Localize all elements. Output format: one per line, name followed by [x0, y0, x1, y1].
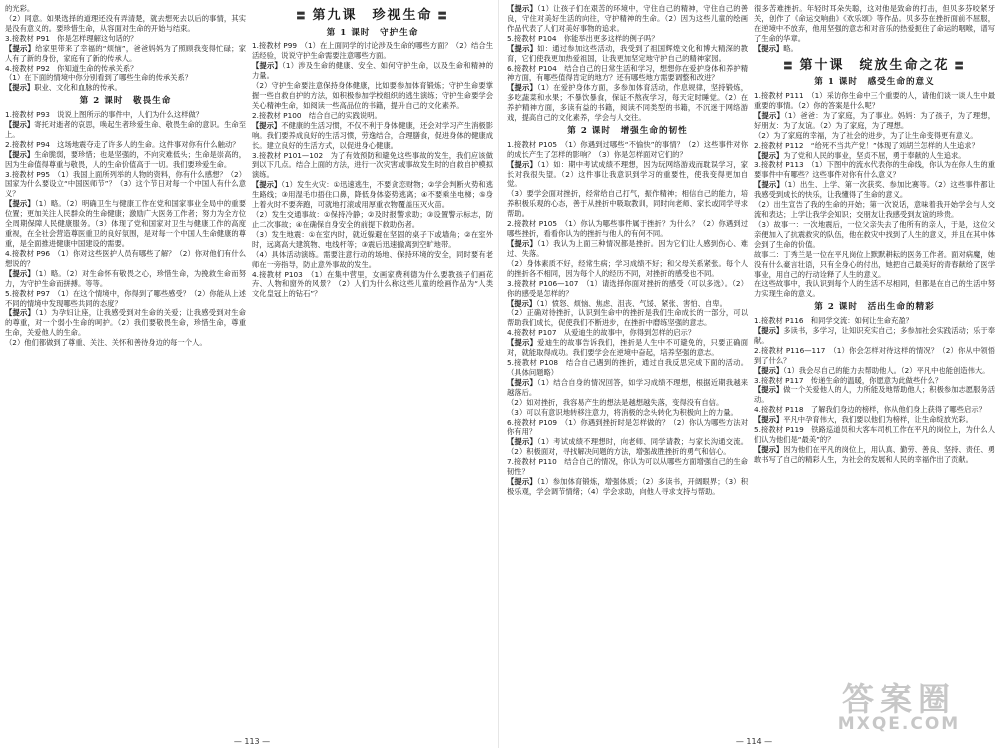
- hint-tag: 【提示】: [507, 238, 537, 248]
- hint-tag: 【提示】: [754, 385, 784, 395]
- page-number: — 114 —: [735, 737, 773, 746]
- hint-tag: 【提示】: [5, 83, 35, 93]
- left-page: [2, 4, 496, 748]
- text-paragraph: 4.接教材 P92 你知道生命的传承关系？: [5, 63, 138, 73]
- text-paragraph: 3.接教材 P91 你是怎样理解这句话的？: [5, 33, 138, 43]
- lesson-title-9: 〓 第九课 珍视生命 〓: [296, 8, 449, 23]
- text-paragraph: （2）身体素质不好，经常生病；学习成绩不好；和父母关系紧张。每个人的挫折各不相同，因为每个人的经历不同，对挫折的感受也不同。: [507, 258, 748, 278]
- text-paragraph: 3.接教材 P113 （1）下图中的流水代表你的生命线，你认为在你人生的重要事件中有哪些？这些事件对你有什么意义？: [754, 160, 995, 180]
- text-paragraph: 4.接教材 P96 （1）你对这些医护人员有哪些了解？（2）你对他们有什么想说的？: [5, 248, 246, 268]
- hint-paragraph: 【提示】（1）发生火灾：①迅速逃生，不要贪恋财物；②学会判断火势和逃生路线；③用湿毛巾捂住口鼻，降低身体姿势逃离；④不要乘坐电梯；⑤身上着火时不要奔跑，可就地打滚或用厚重衣物覆盖压灭火苗。: [252, 180, 493, 210]
- hint-paragraph: 【提示】平凡中孕育伟大，我们要以他们为榜样，让生命绽放光彩。: [754, 415, 973, 425]
- hint-paragraph: 【提示】因为他们在平凡的岗位上，用认真、勤劳、善良、坚持、责任、勇敢书写了自己的精彩人生，为社会的发展和人民的幸福作出了贡献。: [754, 445, 995, 464]
- text-paragraph: （2）正确对待挫折，认识到生命中的挫折是我们生命成长的一部分，可以帮助我们成长，促使我们不断进步，在挫折中磨练坚强的意志。: [507, 308, 748, 328]
- hint-tag: 【提示】: [5, 119, 35, 129]
- hint-paragraph: 【提示】为了党和人民的事业，坚贞不屈，勇于奉献的人生追求。: [754, 150, 966, 160]
- text-paragraph: （2）守护生命要注意保持身体健康，比如要参加体育锻炼；守护生命要掌握一些自救自护的方法，如积极参加学校组织的逃生演练；守护生命要学会关心精神生命，如阅读一些高品位的书籍，提升自己的文化素养。: [252, 81, 493, 110]
- text-paragraph: （3）发生地震：①在室内时，就近躲避在坚固的桌子下或墙角；②在室外时，远离高大建筑物、电线杆等；③震后迅速撤离到空旷地带。: [252, 229, 493, 249]
- text-paragraph: 6.接教材 P104 结合自己的日常生活和学习，想想你在爱护身体和养护精神方面，有哪些值得肯定的地方？还有哪些地方需要调整和改进？: [507, 63, 748, 83]
- text-paragraph: 3.接教材 P101—102 为了有效预防和避免这些事故的发生，我们应该做到以下几点。结合上面的方法，进行一次灾害或事故发生时的自救自护模拟演练。: [252, 150, 493, 180]
- text-paragraph: 4.接教材 P103 （1）在集中营里，女画家费利德为什么要教孩子们画花卉、人物和窗外的风景？（2）人们为什么称这些儿童的绘画作品为“人类文化皇冠上的钻石”？: [252, 269, 493, 299]
- hint-paragraph: 【提示】（1）结合自身的情况回答，如学习成绩不理想，根据近期我越来越落后。: [507, 377, 748, 397]
- text-paragraph: 7.接教材 P110 结合自己的情况，你认为可以从哪些方面增强自己的生命韧性？: [507, 457, 748, 477]
- text-paragraph: （2）发生交通事故：①保持冷静；②及时报警求助；③设置警示标志，防止二次事故；④在确保自身安全的前提下救助伤者。: [252, 210, 493, 229]
- text-paragraph: （3）要学会面对挫折，经常给自己打气，振作精神；相信自己的能力，培养积极乐观的心态，善于从挫折中吸取教训，同时向老师、家长或同学寻求帮助。: [507, 189, 748, 219]
- page-number: — 113 —: [233, 737, 271, 746]
- hint-tag: 【提示】: [507, 477, 537, 487]
- text-paragraph: （2）他们都做到了尊重、关注、关怀和善待身边的每一个人。: [5, 338, 207, 348]
- hint-paragraph: 【提示】（1）让孩子们在艰苦的环境中，守住自己的精神，守住自己的善良，守住对美好生活的向往，守护精神的生命。（2）因为这些儿童的绘画作品代表了人们对美好事物的追求。: [507, 4, 748, 33]
- title-ornament-icon: 〓: [296, 12, 313, 22]
- text-paragraph: 故事二：丁秀兰是一位在平凡岗位上默默耕耘的医务工作者。面对病魔，她没有什么豪言壮语，只有全身心的付出，她把自己最美好的青春献给了医学事业，用自己的行动诠释了人生的意义。: [754, 249, 995, 279]
- hint-paragraph: 【提示】职业、文化和血脉的传承。: [5, 83, 122, 93]
- hint-tag: 【提示】: [507, 83, 537, 93]
- text-paragraph: 1.接教材 P105 （1）你遇到过哪些“不愉快”的事情？（2）这些事件对你的成长产生了怎样的影响？（3）你是怎样面对它们的？: [507, 139, 748, 159]
- hint-paragraph: 【提示】（1）为孕妇让座，让我感受到对生命的关爱；让我感受到对生命的尊重，对一个弱小生命的呵护。（2）我们要敬畏生命，珍惜生命，尊重生命，关爱他人的生命。: [5, 308, 246, 338]
- section-title: 第 2 课时 增强生命的韧性: [567, 126, 688, 137]
- hint-tag: 【提示】: [754, 415, 784, 425]
- hint-paragraph: 【提示】略。: [754, 43, 798, 53]
- right-column-1: [507, 4, 748, 734]
- hint-tag: 【提示】: [5, 308, 35, 318]
- hint-paragraph: 【提示】如：通过参加这些活动，我受到了祖国辉煌文化和博大精深的教育，它们使我更加热爱祖国，让我更加坚定地守护自己的精神家园。: [507, 43, 748, 63]
- text-paragraph: （2）出生宣告了我的生命的开始；第一次说话，意味着我开始学会与人交流和表达；上学让我学会知识；交朋友让我感受到友谊的珍贵。: [754, 200, 995, 220]
- hint-paragraph: 【提示】（1）考试成绩不理想时，向老师、同学请教；与家长沟通交流。（2）积极面对，寻找解决问题的方法，增强战胜挫折的勇气和信心。: [507, 437, 748, 457]
- right-column-2: [754, 4, 995, 734]
- text-paragraph: （1）在下面的情境中你分别看到了哪些生命的传承关系？: [5, 73, 193, 83]
- hint-paragraph: 【提示】（1）愤怒、烦恼、焦虑、沮丧、气馁、紧张、害怕、自卑。: [507, 298, 727, 308]
- left-column-2: [252, 4, 493, 734]
- hint-tag: 【提示】: [754, 110, 784, 120]
- section-title: 第 2 课时 敬畏生命: [79, 96, 172, 107]
- hint-paragraph: 【提示】（1）我会尽自己的能力去帮助他人。（2）平凡中也能创造伟大。: [754, 365, 990, 375]
- text-paragraph: 4.接教材 P118 了解我们身边的榜样，你从他们身上获得了哪些启示？: [754, 405, 986, 415]
- hint-paragraph: 【提示】（1）如：期中考试成绩不理想，因为玩网络游戏而耽误学习，家长对我很失望。（2）这件事让我意识到学习的重要性，使我变得更加自觉。: [507, 159, 748, 189]
- text-paragraph: 的光彩。: [5, 4, 35, 13]
- hint-paragraph: 【提示】（1）在爱护身体方面，多参加体育活动，作息规律，坚持锻炼，多吃蔬菜和水果；不暴饮暴食，保证不熬夜学习，每天定时睡觉。（2）在养护精神方面，多读有益的书籍，阅读不同类型的书籍，不沉迷于网络游戏，提高自己的文化素养，学会与人交往。: [507, 83, 748, 123]
- text-paragraph: （3）故事一：一次地震后，一位父亲失去了他所有的亲人，于是，这位父亲便加入了抗震救灾的队伍，他在救灾中找到了人生的意义，并且在其中体会到了生命的价值。: [754, 219, 995, 249]
- text-paragraph: 1.接教材 P93 说说上图所示的事件中，人们为什么这样做？: [5, 109, 204, 119]
- hint-tag: 【提示】: [754, 150, 784, 160]
- hint-paragraph: 【提示】（1）爸爸：为了家庭，为了事业。妈妈：为了孩子，为了理想，好朋友：为了友谊。（2）为了家庭，为了理想。: [754, 110, 995, 130]
- text-paragraph: 2.接教材 P94 这场地震夺走了许多人的生命。这件事对你有什么触动？: [5, 139, 240, 149]
- hint-tag: 【提示】: [5, 43, 36, 53]
- section-title: 第 2 课时 活出生命的精彩: [814, 302, 935, 313]
- text-paragraph: （2）同意。如果选择的道理还没有弄清楚，就去想死去以后的事情，其实是没有意义的。要珍惜生命，从容面对生命的开始与结束。: [5, 13, 246, 33]
- hint-tag: 【提示】: [507, 338, 538, 348]
- text-paragraph: 5.接教材 P97 （1）在这个情境中，你得到了哪些感受？（2）你能从上述不同的情境中发现哪些共同的态度？: [5, 288, 246, 308]
- watermark-url: MXQE.COM: [837, 714, 961, 734]
- hint-paragraph: 【提示】爱迪生的故事告诉我们，挫折是人生中不可避免的，只要正确面对，就能取得成功。我们要学会在逆境中奋起，培养坚强的意志。: [507, 338, 748, 358]
- text-paragraph: 1.接教材 P111 （1）采访你生命中三个重要的人，请他们谈一谈人生中最重要的事情。（2）你的答案是什么呢？: [754, 90, 995, 110]
- text-paragraph: 5.接教材 P108 结合自己遇到的挫折，通过自我反思完成下面的活动。（具体问题略）: [507, 358, 748, 377]
- hint-tag: 【提示】: [252, 61, 282, 71]
- text-paragraph: 很多苦难挫折。年轻时耳朵失聪，这对他是致命的打击，但贝多芬咬紧牙关，创作了《命运交响曲》《欢乐颂》等作品。贝多芬在挫折面前不屈服，在逆境中不放弃，他用坚强的意志和对音乐的热爱扼住了命运的咽喉，谱写了生命的华章。: [754, 4, 995, 43]
- text-paragraph: 4.接教材 P107 从爱迪生的故事中，你得到怎样的启示？: [507, 328, 696, 338]
- hint-paragraph: 【提示】做一个关爱他人的人，力所能及地帮助他人；积极参加志愿服务活动。: [754, 385, 995, 405]
- title-ornament-icon: 〓: [949, 61, 966, 72]
- text-paragraph: （4）具体活动演练。需要注意行动的场地、保持环境的安全，同时要有老师在一旁指导，防止意外事故的发生。: [252, 249, 493, 269]
- hint-tag: 【提示】: [252, 120, 282, 130]
- hint-tag: 【提示】: [252, 180, 282, 190]
- hint-tag: 【提示】: [5, 149, 35, 159]
- hint-tag: 【提示】: [754, 180, 784, 190]
- hint-tag: 【提示】: [507, 4, 537, 13]
- hint-tag: 【提示】: [507, 377, 537, 387]
- hint-tag: 【提示】: [5, 268, 35, 278]
- text-paragraph: （3）可以有意识地转移注意力，将消极的念头转化为积极向上的力量。: [507, 407, 738, 417]
- hint-paragraph: 【提示】给家里带来了幸福的“烦恼”，爸爸妈妈为了照顾我变得忙碌；家人有了新的身份，家庭有了新的传承人。: [5, 43, 246, 63]
- text-paragraph: 2.接教材 P112 “给死不当共产党！”体现了刘胡兰怎样的人生追求？: [754, 140, 979, 150]
- hint-tag: 【提示】: [507, 298, 537, 308]
- hint-paragraph: 【提示】寄托对逝者的哀思，唤起生者珍爱生命、敬畏生命的意识。生命至上。: [5, 119, 246, 139]
- hint-tag: 【提示】: [754, 365, 784, 375]
- hint-paragraph: 【提示】（1）参加体育锻炼，增强体质；（2）多读书，开阔眼界；（3）积极乐观，学会调节情绪；（4）学会求助，向他人寻求支持与帮助。: [507, 477, 748, 497]
- right-page: [504, 4, 998, 748]
- text-paragraph: 1.接教材 P99 （1）在上面同学的讨论涉及生命的哪些方面？（2）结合生活经验，说说守护生命需要注意哪些方面。: [252, 41, 493, 61]
- watermark-text: 答案圈: [841, 680, 956, 718]
- hint-paragraph: 【提示】不健康的生活习惯，不仅不利于身体健康，还会对学习产生消极影响。我们要养成良好的生活习惯，劳逸结合，合理膳食，促进身体的健康成长。建立良好的生活方式，以促进身心健康。: [252, 120, 493, 150]
- text-paragraph: 2.接教材 P105 （1）你认为哪些事件属于挫折？为什么？（2）你遇到过哪些挫折，看看你认为的挫折与他人的有何不同。: [507, 219, 748, 239]
- text-paragraph: 3.接教材 P106—107 （1）请选择你面对挫折的感受（可以多选）。（2）你的感受是怎样的？: [507, 278, 748, 298]
- text-paragraph: 6.接教材 P109 （1）你遇到挫折时是怎样做的？（2）你认为哪些方法对你有用？: [507, 417, 748, 437]
- hint-paragraph: 【提示】（1）略。（2）对生命怀有敬畏之心，珍惜生命，为挽救生命而努力，为守护生命而拼搏。等等。: [5, 268, 246, 288]
- hint-paragraph: 【提示】生命脆弱，要珍惜；也是坚强的，不向灾难低头；生命是崇高的，因为生命值得尊重与敬畏，人的生命价值高于一切。我们要珍爱生命。: [5, 149, 246, 169]
- watermark-logo: [804, 674, 994, 740]
- text-paragraph: （2）如对挫折，我容易产生的想法是越想越失落，变得没有自信。: [507, 397, 724, 407]
- hint-tag: 【提示】: [507, 159, 537, 169]
- text-paragraph: 3.接教材 P117 传递生命的温暖，你愿意为此做些什么？: [754, 375, 943, 385]
- hint-paragraph: 【提示】（1）出生、上学、第一次获奖、参加比赛等。（2）这些事件都让我感受到成长的快乐，让我懂得了生命的意义。: [754, 180, 995, 200]
- text-paragraph: （2）为了家庭的幸福，为了社会的进步，为了让生命变得更有意义。: [754, 130, 978, 140]
- left-column-1: [5, 4, 246, 734]
- text-paragraph: 3.接教材 P95 （1）我国上面所列举的人物的资料，你有什么感想？（2）国家为什么要设立“中国医师节”？（3）这个节日对每一个中国人有什么意义？: [5, 169, 246, 199]
- hint-tag: 【提示】: [5, 199, 35, 209]
- text-paragraph: 在这些故事中，我认识到每个人的生活不尽相同，但都是在自己的生活中努力实现生命的意义。: [754, 279, 995, 299]
- hint-tag: 【提示】: [507, 43, 538, 53]
- hint-tag: 【提示】: [754, 43, 784, 53]
- hint-tag: 【提示】: [507, 437, 537, 447]
- text-paragraph: 5.接教材 P119 铁路巡道员和大客车司机工作在平凡的岗位上，为什么人们认为他们是“最美”的？: [754, 425, 995, 445]
- text-paragraph: 5.接教材 P104 你能举出更多这样的例子吗？: [507, 33, 659, 43]
- text-paragraph: 2.接教材 P100 结合自己的实践说明。: [252, 110, 382, 120]
- lesson-title-10: 〓 第十课 绽放生命之花 〓: [783, 57, 966, 73]
- title-ornament-icon: 〓: [432, 12, 449, 22]
- hint-tag: 【提示】: [754, 445, 784, 454]
- text-paragraph: 1.接教材 P116 和同学交流：如何让生命充盈？: [754, 316, 913, 326]
- hint-paragraph: 【提示】（1）略。（2）明确卫生与健康工作在党和国家事业全局中的重要位置；更加关注人民群众的生命健康；激励广大医务工作者；努力为全方位全周期保障人民健康服务。（3）体现了党和国家对卫生与健康工作的高度重视，在全社会营造尊医重卫的良好氛围，是对每一个中国人生命健康的尊重，是全面推进健康中国建设的需要。: [5, 199, 246, 248]
- hint-paragraph: 【提示】（1）我认为上面三种情况都是挫折。因为它们让人感到伤心、难过、失落。: [507, 238, 748, 258]
- hint-tag: 【提示】: [754, 325, 784, 335]
- hint-paragraph: 【提示】（1）涉及生命的健康、安全、如何守护生命，以及生命和精神的力量。: [252, 61, 493, 81]
- text-paragraph: 2.接教材 P116—117 （1）你会怎样对待这样的情况？（2）你从中领悟到了什么？: [754, 345, 995, 365]
- section-title: 第 1 课时 守护生命: [326, 27, 419, 38]
- page-gutter: [498, 0, 499, 748]
- title-ornament-icon: 〓: [783, 61, 800, 72]
- section-title: 第 1 课时 感受生命的意义: [814, 77, 935, 88]
- hint-paragraph: 【提示】多读书，多学习，让知识充实自己；多参加社会实践活动；乐于奉献。: [754, 325, 995, 345]
